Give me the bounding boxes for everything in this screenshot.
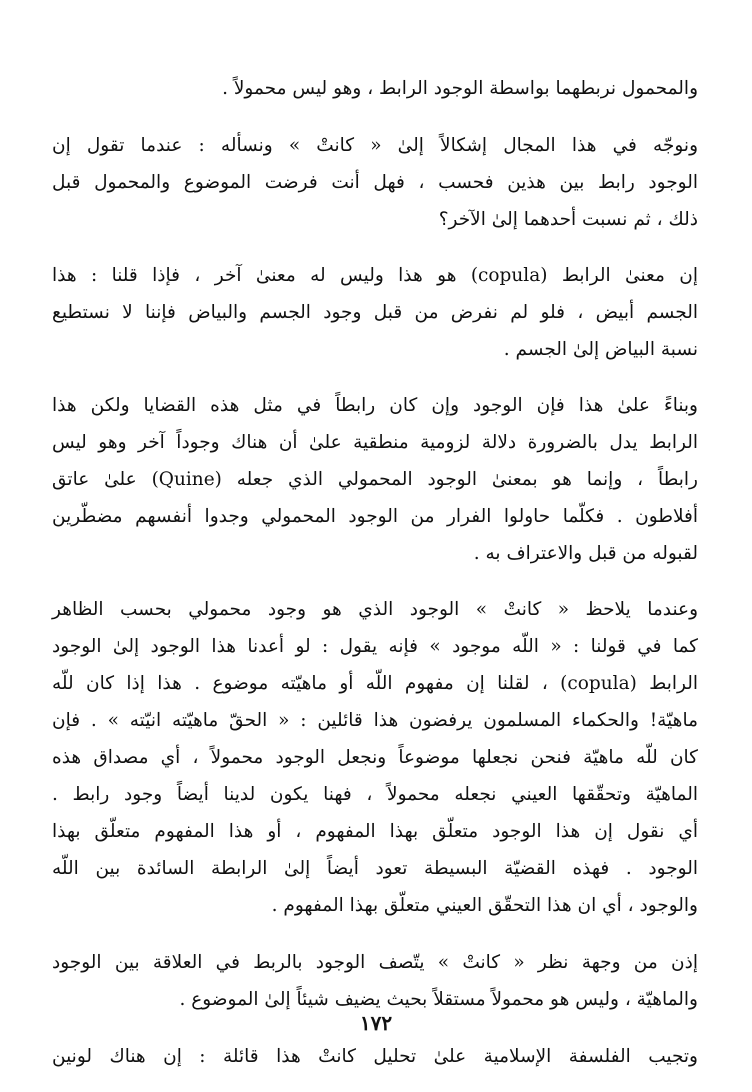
- text-line: الجسم أبيض ، فلو لم نفرض من قبل وجود الجسم والبياض فإننا لا نستطيع: [52, 302, 698, 323]
- text-line: وعندما يلاحظ « كانتْ » الوجود الذي هو وجود محمولي بحسب الظاهر: [52, 599, 698, 620]
- paragraph-3: [52, 257, 698, 368]
- text-line: إن معنىٰ الرابط (copula) هو هذا وليس له معنىٰ آخر ، فإذا قلنا : هذا: [52, 265, 698, 286]
- paragraph-6: [52, 944, 698, 1018]
- text-line: الوجود رابط بين هذين فحسب ، فهل أنت فرضت الموضوع والمحمول قبل: [52, 172, 698, 193]
- paragraph-5: [52, 591, 698, 924]
- page-body: [52, 70, 698, 1075]
- page-number: ١٧٢: [359, 1011, 393, 1035]
- paragraph-2: [52, 127, 698, 238]
- text-line: والوجود ، أي ان هذا التحقّق العيني متعلّق بهذا المفهوم .: [271, 895, 698, 916]
- paragraph-7: [52, 1038, 698, 1075]
- text-line: أفلاطون . فكلّما حاولوا الفرار من الوجود المحمولي وجدوا أنفسهم مضطّرين: [52, 506, 698, 527]
- text-line: الماهيّة وتحقّقها العيني نجعله محمولاً ، فهنا يكون لدينا أيضاً وجود رابط .: [52, 784, 698, 805]
- text-line: أي نقول إن هذا الوجود متعلّق بهذا المفهوم ، أو هذا المفهوم متعلّق بهذا: [52, 821, 698, 842]
- text-line: رابطاً ، وإنما هو بمعنىٰ الوجود المحمولي الذي جعله (Quine) علىٰ عاتق: [52, 469, 698, 490]
- text-line: الوجود . فهذه القضيّة البسيطة تعود أيضاً إلىٰ الرابطة السائدة بين اللّه: [52, 858, 698, 879]
- text-line: نسبة البياض إلىٰ الجسم .: [503, 339, 698, 360]
- text-line: لقبوله من قبل والاعتراف به .: [473, 543, 698, 564]
- text-line: وبناءً علىٰ هذا فإن الوجود وإن كان رابطاً في مثل هذه القضايا ولكن هذا: [52, 395, 698, 416]
- text-line: كما في قولنا : « اللّه موجود » فإنه يقول : لو أعدنا هذا الوجود إلىٰ الوجود: [52, 636, 698, 657]
- text-line: وتجيب الفلسفة الإسلامية علىٰ تحليل كانتْ هذا قائلة : إن هناك لونين: [52, 1046, 698, 1067]
- text-line: ماهيّة! والحكماء المسلمون يرفضون هذا قائلين : « الحقّ ماهيّته انيّته » . فإن: [52, 710, 698, 731]
- text-line: ونوجّه في هذا المجال إشكالاً إلىٰ « كانتْ » ونسأله : عندما تقول إن: [52, 135, 698, 156]
- paragraph-1: [52, 70, 698, 107]
- text-line: والمحمول نربطهما بواسطة الوجود الرابط ، وهو ليس محمولاً .: [222, 78, 698, 99]
- text-line: الرابط يدل بالضرورة دلالة لزومية منطقية علىٰ أن هناك وجوداً آخر وهو ليس: [52, 432, 698, 453]
- paragraph-4: [52, 387, 698, 572]
- text-line: ذلك ، ثم نسبت أحدهما إلىٰ الآخر؟: [438, 209, 698, 230]
- text-line: إذن من وجهة نظر « كانتْ » يتّصف الوجود بالربط في العلاقة بين الوجود: [52, 952, 698, 973]
- text-line: والماهيّة ، وليس هو محمولاً مستقلاً بحيث يضيف شيئاً إلىٰ الموضوع .: [179, 989, 698, 1010]
- text-line: كان للّه ماهيّة فنحن نجعلها موضوعاً ونجعل الوجود محمولاً ، أي مصداق هذه: [52, 747, 698, 768]
- text-line: الرابط (copula) ، لقلنا إن مفهوم اللّه أو ماهيّته موضوع . هذا إذا كان للّه: [52, 673, 698, 694]
